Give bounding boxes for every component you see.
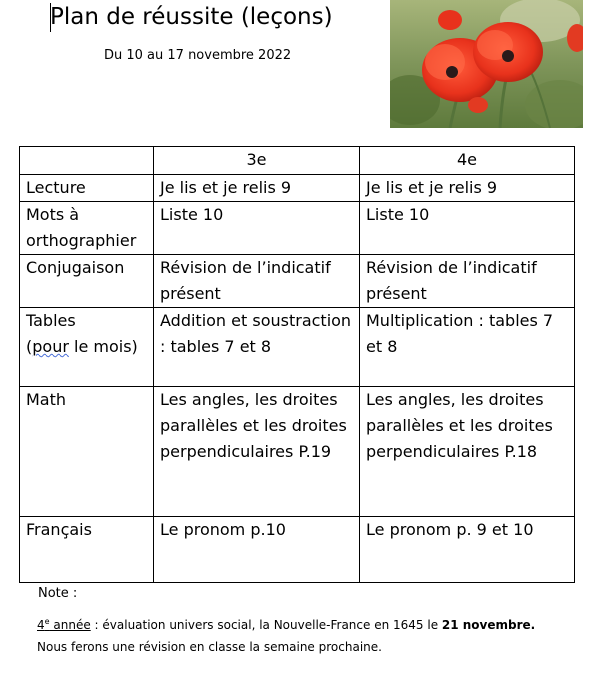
grade-reference: [37, 618, 91, 632]
table-row: [20, 517, 575, 583]
table-header-row: [20, 147, 575, 175]
subject-cell: Lecture: [20, 175, 154, 202]
table-row: [20, 255, 575, 308]
grade-superscript: e: [44, 617, 50, 626]
note-text-part2: Nous ferons une révision en classe la semaine prochaine.: [37, 640, 382, 654]
spellcheck-underlined-word[interactable]: pour: [32, 337, 69, 356]
grade3-cell: Révision de l’indicatif présent: [154, 255, 360, 308]
date-range: Du 10 au 17 novembre 2022: [104, 48, 292, 63]
column-header-3e: 3e: [154, 147, 360, 175]
subject-cell: Mots à orthographier: [20, 202, 154, 255]
poppy-flowers-icon: [390, 0, 583, 128]
note-date: 21 novembre.: [441, 618, 536, 632]
subject-tables: Tables: [26, 311, 76, 330]
column-header-4e: 4e: [360, 147, 575, 175]
page-title: Plan de réussite (leçons): [50, 4, 333, 30]
grade3-cell: Addition et soustraction : tables 7 et 8: [154, 308, 360, 387]
grade4-cell: Liste 10: [360, 202, 575, 255]
table-row: [20, 308, 575, 387]
grade3-cell: Liste 10: [154, 202, 360, 255]
grade-number: 4: [37, 618, 45, 632]
poppy-flowers-photo: [390, 0, 583, 128]
table-row: [20, 387, 575, 517]
table-row: [20, 202, 575, 255]
subject-cell: Math: [20, 387, 154, 517]
note-label: Note :: [38, 586, 78, 601]
grade-word: année: [49, 618, 91, 632]
grade4-cell: Multiplication : tables 7 et 8: [360, 308, 575, 387]
subject-rest: le mois): [68, 337, 138, 356]
subject-paren-open: (: [26, 337, 33, 356]
subject-cell: Conjugaison: [20, 255, 154, 308]
grade4-cell: Les angles, les droites parallèles et les droites perpendiculaires P.18: [360, 387, 575, 517]
column-header-empty: [20, 147, 154, 175]
subject-cell: Français: [20, 517, 154, 583]
grade4-cell: Révision de l’indicatif présent: [360, 255, 575, 308]
subject-cell: [20, 308, 154, 387]
grade3-cell: Je lis et je relis 9: [154, 175, 360, 202]
table-row: [20, 175, 575, 202]
grade3-cell: Le pronom p.10: [154, 517, 360, 583]
grade3-cell: Les angles, les droites parallèles et les droites perpendiculaires P.19: [154, 387, 360, 517]
grade4-cell: Je lis et je relis 9: [360, 175, 575, 202]
note-text-part1: : évaluation univers social, la Nouvelle-France en 1645 le: [90, 618, 442, 632]
lesson-plan-table: [19, 146, 575, 583]
note-text: [37, 614, 557, 658]
grade4-cell: Le pronom p. 9 et 10: [360, 517, 575, 583]
